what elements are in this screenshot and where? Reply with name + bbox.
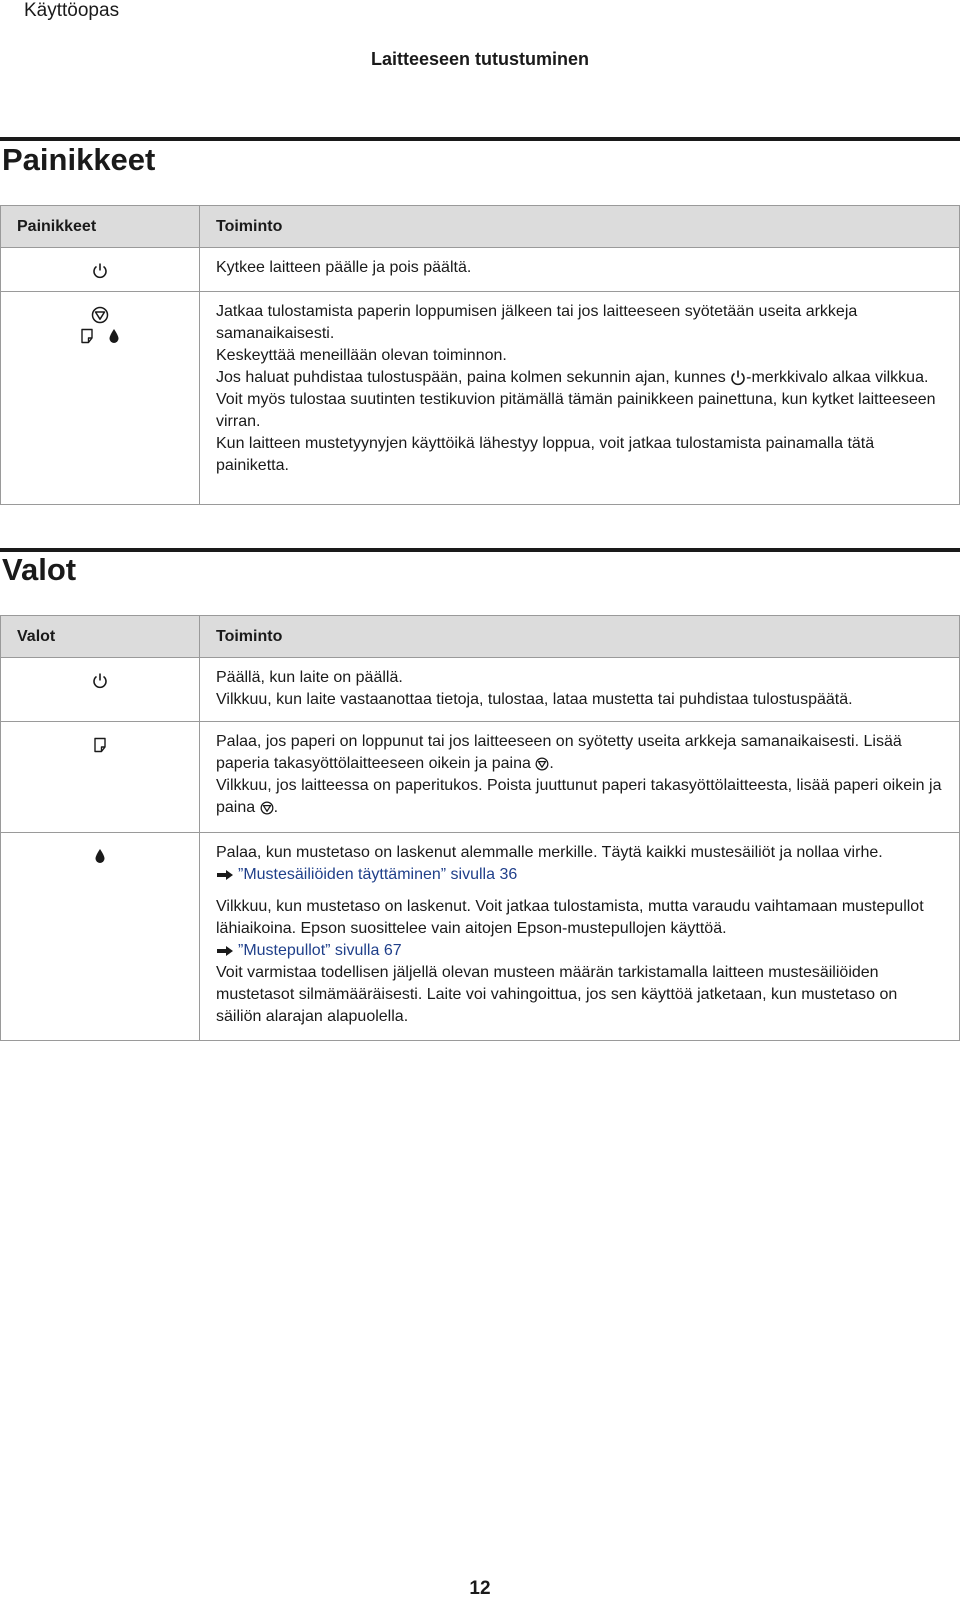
icon-cell bbox=[1, 248, 200, 292]
table-header-row bbox=[1, 206, 960, 248]
description-text: Kytkee laitteen päälle ja pois päältä. bbox=[216, 259, 472, 276]
lights-table bbox=[0, 615, 960, 1041]
section-title-buttons: Painikkeet bbox=[2, 142, 156, 177]
section-divider bbox=[0, 137, 960, 141]
paper-icon bbox=[80, 328, 94, 344]
icon-cell bbox=[1, 292, 200, 505]
section-title-lights: Valot bbox=[2, 552, 77, 587]
description-text: Keskeyttää meneillään olevan toiminnon. bbox=[216, 347, 507, 364]
power-icon bbox=[92, 262, 108, 280]
description-text bbox=[216, 367, 943, 389]
icon-cell bbox=[1, 833, 200, 1041]
column-header-function: Toiminto bbox=[200, 206, 960, 248]
table-row bbox=[1, 248, 960, 292]
description-text: -merkkivalo alkaa vilkkua. bbox=[746, 369, 929, 386]
column-header-lights: Valot bbox=[1, 616, 200, 658]
power-icon bbox=[92, 672, 108, 690]
document-title: Käyttöopas bbox=[24, 0, 120, 21]
description-text bbox=[216, 775, 943, 819]
table-row bbox=[1, 722, 960, 833]
description-cell bbox=[200, 292, 960, 505]
description-text: Vilkkuu, kun laite vastaanottaa tietoja, tulostaa, lataa mustetta tai puhdistaa tulostuspäätä. bbox=[216, 691, 853, 708]
stop-reset-icon bbox=[260, 801, 274, 815]
description-text: . bbox=[549, 755, 554, 772]
icon-cell bbox=[1, 658, 200, 722]
description-text: Voit myös tulostaa suutinten testikuvion pitämällä tämän painikkeen painettuna, kun kytket laitteeseen virran. bbox=[216, 391, 936, 430]
paper-icon bbox=[93, 737, 107, 753]
buttons-table bbox=[0, 205, 960, 505]
description-text: Voit varmistaa todellisen jäljellä olevan musteen määrän tarkistamalla laitteen mustesäiliöiden mustetasot silmämääräisesti. Laite voi vahingoittua, jos sen käyttöä jatketaan, kun mustetaso on säiliön alarajan alapuolella. bbox=[216, 964, 898, 1025]
cross-reference bbox=[216, 940, 943, 962]
reference-link[interactable]: ”Mustepullot” sivulla 67 bbox=[238, 942, 402, 959]
table-row bbox=[1, 833, 960, 1041]
description-text: Palaa, jos paperi on loppunut tai jos laitteeseen on syötetty useita arkkeja samanaikaisesti. Lisää paperia takasyöttölaitteeseen oikein ja paina bbox=[216, 733, 902, 772]
description-cell bbox=[200, 722, 960, 833]
page-number: 12 bbox=[469, 1578, 491, 1599]
cross-reference bbox=[216, 864, 943, 886]
icon-cell bbox=[1, 722, 200, 833]
description-text: Vilkkuu, jos laitteessa on paperitukos. Poista juuttunut paperi takasyöttölaitteesta, lisää paperi oikein ja paina bbox=[216, 777, 942, 816]
column-header-function: Toiminto bbox=[200, 616, 960, 658]
description-cell bbox=[200, 248, 960, 292]
reference-link[interactable]: ”Mustesäiliöiden täyttäminen” sivulla 36 bbox=[238, 866, 518, 883]
description-text: Jatkaa tulostamista paperin loppumisen jälkeen tai jos laitteeseen syötetään useita arkkeja samanaikaisesti. bbox=[216, 303, 858, 342]
description-text: Vilkkuu, kun mustetaso on laskenut. Voit jatkaa tulostamista, mutta varaudu vaihtamaan mustepullot lähiaikoina. Epson suosittelee vain aitojen Epson-mustepullojen käyttöä. bbox=[216, 898, 924, 937]
ink-drop-icon bbox=[108, 328, 120, 344]
arrow-right-icon bbox=[216, 945, 234, 957]
paragraph-gap bbox=[216, 886, 943, 896]
ink-drop-icon bbox=[94, 848, 106, 864]
description-cell bbox=[200, 833, 960, 1041]
description-text: Kun laitteen mustetyynyjen käyttöikä lähestyy loppua, voit jatkaa tulostamista painamalla tätä painiketta. bbox=[216, 435, 875, 474]
chapter-title: Laitteeseen tutustuminen bbox=[370, 49, 590, 69]
description-text: Jos haluat puhdistaa tulostuspään, paina kolmen sekunnin ajan, kunnes bbox=[216, 369, 726, 386]
description-text: Palaa, kun mustetaso on laskenut alemmalle merkille. Täytä kaikki mustesäiliöt ja nollaa virhe. bbox=[216, 844, 883, 861]
table-header-row bbox=[1, 616, 960, 658]
stop-reset-icon bbox=[535, 757, 549, 771]
column-header-buttons: Painikkeet bbox=[1, 206, 200, 248]
power-icon bbox=[730, 369, 746, 387]
arrow-right-icon bbox=[216, 869, 234, 881]
table-row bbox=[1, 658, 960, 722]
table-row bbox=[1, 292, 960, 505]
stop-reset-icon bbox=[91, 306, 109, 324]
description-cell bbox=[200, 658, 960, 722]
description-text: Päällä, kun laite on päällä. bbox=[216, 669, 403, 686]
description-text: . bbox=[273, 799, 279, 816]
description-text bbox=[216, 731, 943, 775]
section-divider bbox=[0, 548, 960, 552]
